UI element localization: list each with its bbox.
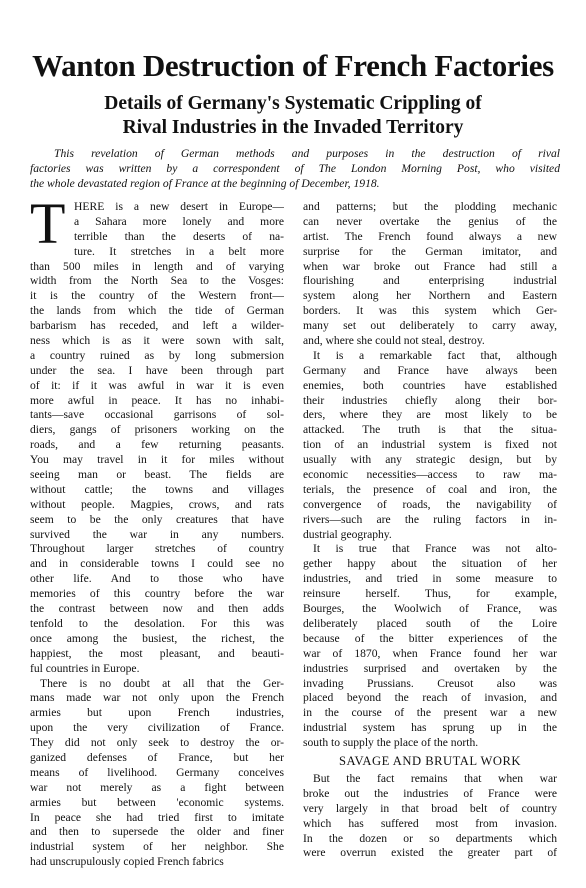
text-line: roads, and a few returning peasants. <box>30 438 284 452</box>
text-line: very largely in that broad belt of country <box>303 801 557 815</box>
text-line: system along her Northern and Eastern <box>303 289 557 303</box>
text-line: were overrun existed the greater part of <box>303 846 557 860</box>
intro-line: the whole devastated region of France at the beginning of December, 1918. <box>30 177 380 190</box>
text-line: of it: if it was awful in war it is even <box>30 378 284 392</box>
text-line: ful countries in Europe. <box>30 661 140 675</box>
text-line: reinsure herself. Thus, for example, <box>303 587 557 601</box>
text-line: had unscrupulously copied French fabrics <box>30 855 224 869</box>
intro-paragraph <box>30 146 560 191</box>
article-subtitle <box>80 92 506 140</box>
subtitle-line: Rival Industries in the Invaded Territory <box>122 117 464 138</box>
text-line: without cattle; the towns and villages <box>30 482 284 496</box>
text-line: mans made war not only upon the French <box>30 691 284 705</box>
text-line: barbarism has receded, and left a wilder- <box>30 319 284 333</box>
article-title: Wanton Destruction of French Factories <box>32 48 554 83</box>
text-line: It is a remarkable fact that, although <box>313 348 557 362</box>
text-line: In peace she had tried first to imitate <box>30 810 284 824</box>
text-line: and, where she could not steal, destroy. <box>303 334 485 348</box>
text-line: when war broke out France had still a <box>303 259 557 273</box>
text-line: gether happy about the situation of her <box>303 557 557 571</box>
left-column <box>30 191 284 870</box>
text-line: rivers—such are the ruling factors in in- <box>303 512 557 526</box>
text-line: Germany and France have always been <box>303 363 557 377</box>
text-line: upon the very civilization of France. <box>30 721 284 735</box>
text-line: more awful in peace. It has no inhabi- <box>30 393 284 407</box>
text-line: In the dozen or so departments which <box>303 831 557 845</box>
text-line: But the fact remains that when war <box>313 771 557 785</box>
text-line: attacked. The truth is that the situa- <box>303 423 557 437</box>
intro-line: factories was written by a correspondent of The London Morning Post, who visited <box>30 162 560 175</box>
text-line: ture. It stretches in a belt more <box>74 244 284 258</box>
drop-cap-letter: T <box>30 191 66 256</box>
text-line: industries, and tried in some measure to <box>303 572 557 586</box>
text-line: a Sahara more lonely and more <box>74 214 284 228</box>
text-line: ness which is as it were sown with salt, <box>30 334 284 348</box>
text-line: it is the country of the Western front— <box>30 289 284 303</box>
text-line: without people. Magpies, crows, and rats <box>30 497 284 511</box>
text-line: war not merely as a fight between <box>30 780 284 794</box>
text-line: seem to be the only creatures that have <box>30 512 284 526</box>
text-line: south to supply the place of the north. <box>303 736 479 750</box>
text-line: diers, gangs of prisoners working on the <box>30 423 284 437</box>
text-line: the contrast between now and then adds <box>30 602 284 616</box>
right-column <box>303 200 557 861</box>
text-line: You may travel in it for miles without <box>30 453 284 467</box>
text-line: and then to supersede the older and finer <box>30 825 284 839</box>
text-line: artist. The French found always a new <box>303 229 557 243</box>
text-line: memories of this country before the war <box>30 587 284 601</box>
text-line: HERE is a new desert in Europe— <box>74 200 284 213</box>
text-line: terrible than the deserts of na- <box>74 229 284 243</box>
text-line: borders. It was this system which Ger- <box>303 304 557 318</box>
text-line: invading Prussians. Creusot also was <box>303 676 557 690</box>
text-line: There is no doubt at all that the Ger- <box>40 676 284 690</box>
text-line: surprise for the German imitator, and <box>303 244 557 258</box>
section-heading: SAVAGE AND BRUTAL WORK <box>338 753 521 768</box>
text-line: other life. And to those who have <box>30 572 284 586</box>
text-line: and patterns; but the plodding mechanic <box>303 200 557 213</box>
text-line: happiest, the most pleasant, and beauti- <box>30 646 284 660</box>
text-line: the lands from which the tide of German <box>30 304 284 318</box>
text-line: and in considerable towns I could see no <box>30 557 284 571</box>
text-line: economic necessities—access to raw ma- <box>303 468 557 482</box>
text-line: seeing man or beast. The fields are <box>30 468 284 482</box>
text-line: war of 1870, when France found her war <box>303 646 557 660</box>
text-line: industrial system of her neighbor. She <box>30 840 284 854</box>
text-line: convergence of roads, the navigability of <box>303 497 557 511</box>
text-line: ders, where they are most likely to be <box>303 408 557 422</box>
text-line: armies but upon French industries, <box>30 706 284 720</box>
text-line: under the sea. I have been through part <box>30 363 284 377</box>
text-line: It is true that France was not alto- <box>313 542 557 556</box>
text-line: which has suffered most from invasion. <box>303 816 557 830</box>
text-line: deliberately placed south of the Loire <box>303 616 557 630</box>
text-line: tenfold to the desolation. For this was <box>30 616 284 630</box>
text-line: terials, the presence of coal and iron, the <box>303 482 557 496</box>
text-line: dustrial geography. <box>303 527 392 541</box>
text-line: their industries chiefly along their bor- <box>303 393 557 407</box>
text-line: enemies, both countries have established <box>303 378 557 392</box>
text-line: Bourges, the Woolwich of France, was <box>303 602 557 616</box>
text-line: means of livelihood. Germany conceives <box>30 765 284 779</box>
text-line: width from the North Sea to the Vosges: <box>30 274 284 288</box>
text-line: tants—save occasional garrisons of sol- <box>30 408 284 422</box>
text-line: broke out the industries of France were <box>303 786 557 800</box>
text-line: because of the bitter experiences of the <box>303 631 557 645</box>
intro-line: This revelation of German methods and purposes in the destruction of rival <box>54 147 560 160</box>
text-line: a country ruined as by long submersion <box>30 348 284 362</box>
text-line: many set out deliberately to carry away, <box>303 319 557 333</box>
text-line: tion of an industrial system is fixed not <box>303 438 557 452</box>
text-line: Throughout larger stretches of country <box>30 542 284 556</box>
text-line: flourishing and enterprising industrial <box>303 274 557 288</box>
text-line: industries surprised and overtaken by the <box>303 661 557 675</box>
text-line: can never overtake the genius of the <box>303 214 557 228</box>
text-line: industrial system has sprung up in the <box>303 721 557 735</box>
text-line: ganized defenses of France, but her <box>30 750 284 764</box>
text-line: placed beyond the reach of invasion, and <box>303 691 557 705</box>
text-line: survived the war in any numbers. <box>30 527 284 541</box>
text-line: usually with any strategic design, but by <box>303 453 557 467</box>
subtitle-line: Details of Germany's Systematic Crippling of <box>104 93 482 114</box>
text-line: They did not only seek to destroy the or- <box>30 736 284 750</box>
text-line: than 500 miles in length and of varying <box>30 259 284 273</box>
text-line: once among the busiest, the richest, the <box>30 631 284 645</box>
text-line: armies but between 'economic systems. <box>30 795 284 809</box>
text-line: in the course of the present war a new <box>303 706 557 720</box>
